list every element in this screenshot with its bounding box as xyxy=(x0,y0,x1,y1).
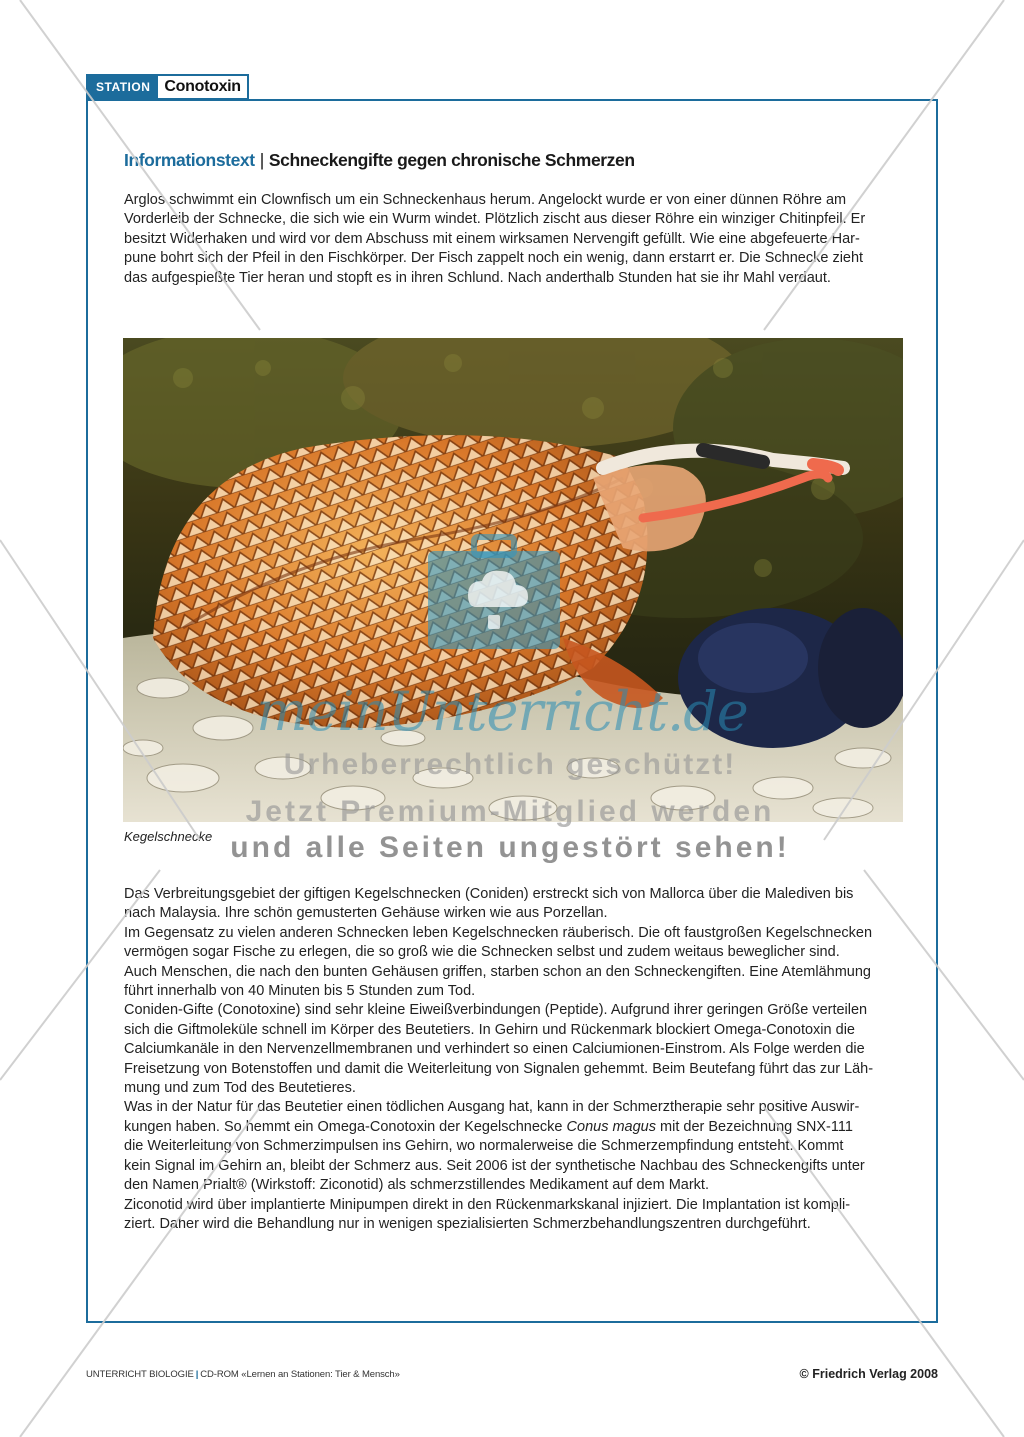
body-line: vermögen sogar Fische zu erlegen, die so groß wie die Schnecken selbst und zudem weitaus beweglicher sind. xyxy=(124,944,840,961)
footer-cdrom: CD-ROM «Lernen an Stationen: Tier & Mensch» xyxy=(200,1369,400,1380)
intro-line: Arglos schwimmt ein Clownfisch um ein Schneckenhaus herum. Angelockt wurde er von einer dünnen Röhre am xyxy=(124,192,847,208)
watermark-line-premium: Jetzt Premium-Mitglied werden xyxy=(245,795,775,828)
body-line: Coniden-Gifte (Conotoxine) sind sehr kleine Eiweißverbindungen (Peptide). Aufgrund ihrer geringen Größe verteilen xyxy=(124,1002,868,1019)
body-line: nach Malaysia. Ihre schön gemusterten Gehäuse wirken wie aus Porzellan. xyxy=(124,905,608,922)
conus-after: mit der Bezeichnung SNX-111 xyxy=(656,1118,853,1135)
watermark-line-pages: und alle Seiten ungestört sehen! xyxy=(230,831,790,864)
heading-kind: Informationstext xyxy=(124,150,255,170)
heading-title: Schneckengifte gegen chronische Schmerzen xyxy=(268,150,635,170)
footer-bar: | xyxy=(195,1369,199,1380)
photo-caption: Kegelschnecke xyxy=(124,829,213,844)
body-line: mung und zum Tod des Beutetieres. xyxy=(124,1080,356,1097)
body-line: die Weiterleitung von Schmerzimpulsen ins Gehirn, wo normalerweise die Schmerzempfindung entsteht. Kommt xyxy=(124,1138,844,1155)
station-name: Conotoxin xyxy=(164,78,241,95)
intro-line: besitzt Widerhaken und wird vor dem Abschuss mit einem wirksamen Nervengift gefüllt. Wie eine abgefeuerte Har- xyxy=(124,230,860,247)
intro-line: pune bohrt sich der Pfeil in den Fischkörper. Der Fisch zappelt noch ein wenig, dann erstarrt er. Die Schnecke zieht xyxy=(124,250,864,267)
species-name: Conus magus xyxy=(566,1118,656,1135)
heading-separator: | xyxy=(259,150,264,170)
intro-line: das aufgespießte Tier heran und stopft es in ihren Schlund. Nach anderthalb Stunden hat sie ihr Mahl verdaut. xyxy=(124,269,831,286)
station-label: STATION xyxy=(88,76,158,98)
body-line: Calciumkanäle in den Nervenzellmembranen und verhindert so einen Calciumionen-Einstrom. Als Folge werden die xyxy=(124,1041,865,1058)
intro-line: Vorderleib der Schnecke, die sich wie ein Wurm windet. Plötzlich zischt aus dieser Röhre ein winziger Chitinpfeil. Er xyxy=(124,211,866,228)
body-line: kein Signal im Gehirn an, bleibt der Schmerz aus. Seit 2006 ist der synthetische Nachbau des Schneckengifts unter xyxy=(124,1157,865,1174)
watermark-brand: meinUnterricht.de xyxy=(256,680,748,743)
body-paragraph xyxy=(124,885,914,1234)
intro-paragraph xyxy=(124,191,914,288)
body-line: Ziconotid wird über implantierte Minipumpen direkt in den Rückenmarkskanal injiziert. Die Implantation ist kompli- xyxy=(124,1196,851,1213)
page-heading xyxy=(124,150,635,171)
cloud-briefcase-logo xyxy=(428,533,560,649)
body-line: Was in der Natur für das Beutetier einen tödlichen Ausgang hat, kann in der Schmerztherapie sehr positive Auswir- xyxy=(124,1099,860,1116)
body-line: ziert. Daher wird die Behandlung nur in wenigen spezialisierten Schmerzbehandlungszentren durchgeführt. xyxy=(124,1215,811,1232)
body-line: den Namen Prialt® (Wirkstoff: Ziconotid) als schmerzstillendes Medikament auf dem Markt. xyxy=(124,1177,709,1194)
body-line: Das Verbreitungsgebiet der giftigen Kegelschnecken (Coniden) erstreckt sich von Mallorca über die Malediven bis xyxy=(124,886,854,902)
body-line-conus xyxy=(124,1118,914,1137)
conus-before: kungen haben. So hemmt ein Omega-Conotoxin der Kegelschnecke xyxy=(124,1118,567,1135)
body-line: Auch Menschen, die nach den bunten Gehäusen griffen, starben schon an den Schneckengiften. Eine Atemlähmung xyxy=(124,963,871,980)
station-tab xyxy=(86,74,249,100)
watermark-line-copyright: Urheberrechtlich geschützt! xyxy=(283,748,737,781)
body-line: Freisetzung von Botenstoffen und damit die Weiterleitung von Signalen gehemmt. Beim Beutefang führt das zur Läh- xyxy=(124,1060,874,1077)
footer-publisher: © Friedrich Verlag 2008 xyxy=(799,1367,938,1381)
footer-source xyxy=(86,1369,400,1380)
body-line: Im Gegensatz zu vielen anderen Schnecken leben Kegelschnecken räuberisch. Die oft faustgroßen Kegelschnecken xyxy=(124,924,873,941)
footer-journal: UNTERRICHT BIOLOGIE xyxy=(86,1369,194,1380)
body-line: sich die Giftmoleküle schnell im Körper des Beutetiers. In Gehirn und Rückenmark blockiert Omega-Conotoxin die xyxy=(124,1021,855,1038)
body-line: führt innerhalb von 40 Minuten bis 5 Stunden zum Tod. xyxy=(124,983,476,1000)
